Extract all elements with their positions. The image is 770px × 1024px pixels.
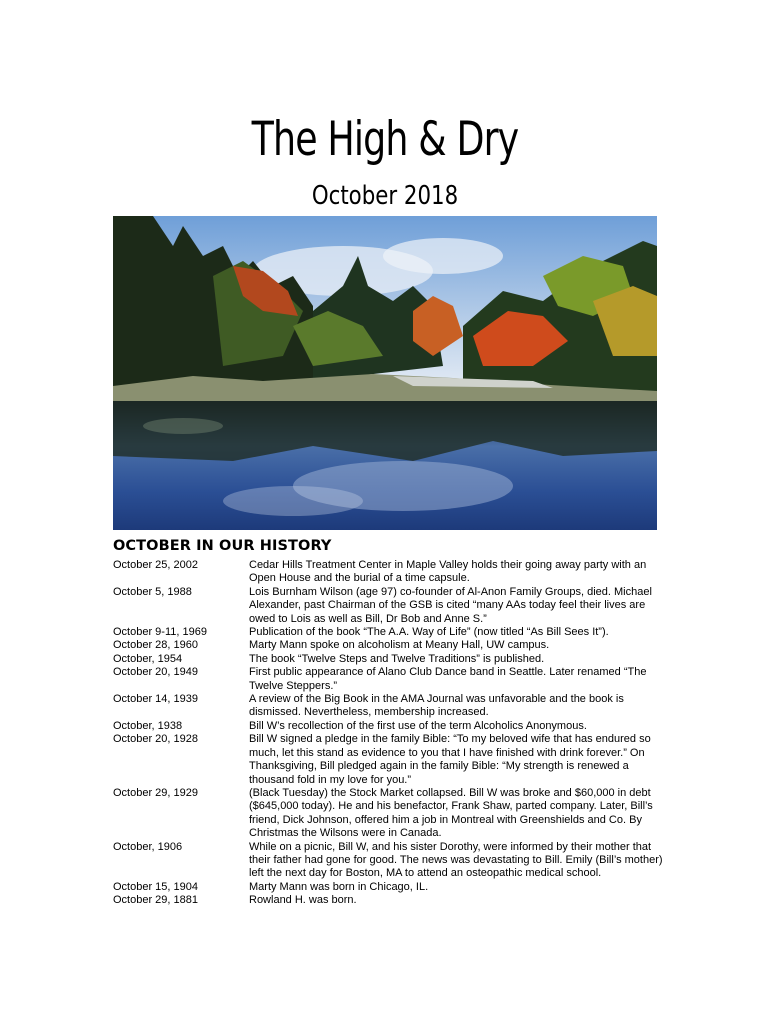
entry-event: Marty Mann spoke on alcoholism at Meany Hall, UW campus. <box>249 639 550 652</box>
history-entry <box>113 666 673 693</box>
newsletter-title: The High & Dry <box>251 112 519 167</box>
entry-event: Bill W signed a pledge in the family Bible: “To my beloved wife that has endured so much, let this stand as evidence to you that I have finished with drink forever.” On Thanksgiving, Bill pledged again in the family Bible: “My strength is renewed a thousand fold in my love for you.” <box>249 733 651 786</box>
entry-event: First public appearance of Alano Club Dance band in Seattle. Later renamed “The Twelve Steppers.” <box>249 666 647 692</box>
history-entry <box>113 586 673 626</box>
newsletter-issue: October 2018 <box>311 181 459 211</box>
entry-date: October 29, 1929 <box>113 786 199 799</box>
entry-date: October 29, 1881 <box>113 894 199 907</box>
history-entry <box>113 733 673 787</box>
history-entry <box>113 639 673 652</box>
history-list <box>113 559 673 908</box>
history-entry <box>113 653 673 666</box>
history-heading: OCTOBER IN OUR HISTORY <box>113 538 332 554</box>
entry-event: Bill W’s recollection of the first use of the term Alcoholics Anonymous. <box>249 719 587 732</box>
entry-date: October, 1906 <box>113 840 183 853</box>
history-entry <box>113 881 673 894</box>
entry-date: October, 1938 <box>113 719 183 732</box>
entry-date: October 25, 2002 <box>113 559 199 571</box>
garden-pond-photo <box>113 216 657 530</box>
entry-date: October 15, 1904 <box>113 880 199 893</box>
entry-date: October 14, 1939 <box>113 693 199 706</box>
history-entry <box>113 559 673 586</box>
entry-event: A review of the Big Book in the AMA Journal was unfavorable and the book is dismissed. Nevertheless, membership increased. <box>249 693 624 719</box>
history-entry <box>113 894 673 907</box>
entry-event: While on a picnic, Bill W, and his sister Dorothy, were informed by their mother that their father had gone for good. The news was devastating to Bill. Emily (Bill’s mother) left the next day for Boston, MA to attend an osteopathic medical school. <box>249 840 663 880</box>
history-entry <box>113 626 673 639</box>
entry-event: Marty Mann was born in Chicago, IL. <box>249 880 429 893</box>
entry-event: (Black Tuesday) the Stock Market collapsed. Bill W was broke and $60,000 in debt ($645,000 today). He and his benefactor, Frank Shaw, parted company. Later, Bill’s friend, Dick Johnson, offered him a job in Montreal with Greenshields and Co. By Christmas the Wilsons were in Canada. <box>249 786 653 840</box>
history-entry <box>113 787 673 841</box>
entry-date: October 28, 1960 <box>113 639 199 652</box>
entry-date: October 5, 1988 <box>113 585 192 598</box>
entry-date: October 20, 1949 <box>113 666 199 679</box>
entry-event: Lois Burnham Wilson (age 97) co-founder of Al-Anon Family Groups, died. Michael Alexander, past Chairman of the GSB is cited “many AAs today feel their lives are owed to Lois as well as Bill, Dr Bob and Anne S.” <box>249 585 652 625</box>
history-entry <box>113 720 673 733</box>
entry-date: October 20, 1928 <box>113 733 199 746</box>
entry-date: October, 1954 <box>113 652 183 665</box>
history-entry <box>113 693 673 720</box>
history-entry <box>113 841 673 881</box>
entry-event: Cedar Hills Treatment Center in Maple Valley holds their going away party with an Open House and the burial of a time capsule. <box>249 559 647 585</box>
entry-event: The book “Twelve Steps and Twelve Traditions” is published. <box>249 652 545 665</box>
entry-date: October 9-11, 1969 <box>113 626 207 639</box>
entry-event: Publication of the book “The A.A. Way of Life” (now titled “As Bill Sees It”). <box>249 626 609 639</box>
entry-event: Rowland H. was born. <box>249 894 357 907</box>
